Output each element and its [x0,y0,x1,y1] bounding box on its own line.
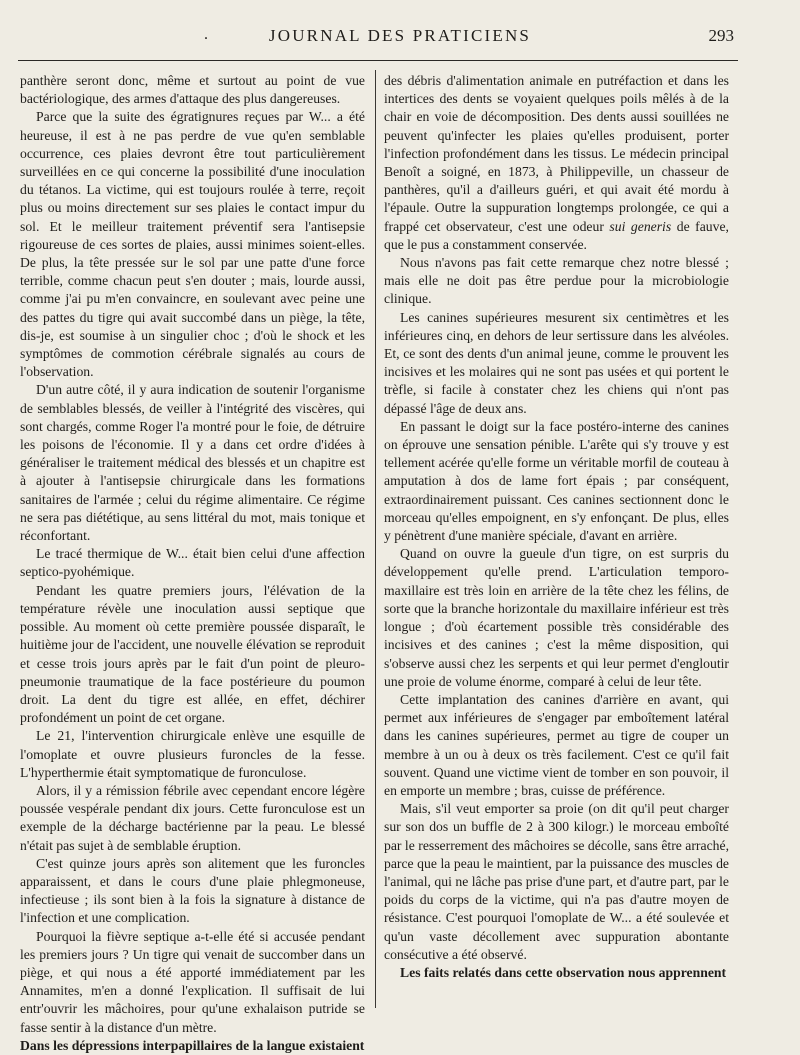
paragraph-last-line: Dans les dépressions interpapillaires de la langue existaient [20,1037,365,1053]
paragraph-last-line: Les faits relatés dans cette observation nous apprennent [400,964,727,980]
paragraph: Mais, s'il veut emporter sa proie (on dit qu'il peut charger sur son dos un buffle de 2 à 300 kilogr.) le morceau emboîté par le resserrement des mâchoires se décolle, sans être arraché, parce que la peau le maintient, par la puissance des muscles de l'animal, qui ne lâche pas prise d'une part, et d'autre part, par le poids du corps de la victime, qui n'a pas d'autre moyen de résistance. C'est pourquoi l'omoplate de W... a été soulevée et qu'un vaste décollement avec suppuration abontante consécutive a été observé. [384,801,729,962]
text-run: de fauve, que le pus a constamment conservée. [384,218,729,252]
journal-title: JOURNAL DES PRATICIENS [268,26,532,45]
paragraph: D'un autre côté, il y aura indication de soutenir l'organisme de semblables blessés, de veiller à l'intégrité des viscères, qui sont chargés, comme Roger l'a montré pour le foie, de détruire les poisons de l'économie. Il y a dans cet ordre d'idées à généraliser le traitement médical des blessés et un chapitre est à ajouter à l'antisepsie chirurgicale dans les formations sanitaires de l'armée ; celui du régime alimentaire. Ce régime ne sera pas diététique, au sens littéral du mot, mais tonique et réconfortant. [20,382,365,544]
paragraph: Alors, il y a rémission fébrile avec cependant encore légère poussée vespérale pendant dix jours. Cette furonculose est un exemple de la décharge bactérienne par la peau. Le blessé n'était pas sujet à de semblable éruption. [20,782,365,853]
paragraph: Nous n'avons pas fait cette remarque chez notre blessé ; mais elle ne doit pas être perdue pour la microbiologie clinique. [384,255,729,307]
paragraph: Parce que la suite des égratignures reçues par W... a été heureuse, il est à ne pas perdre de vue qu'en semblable occurrence, ces plaies devront être tout particulièrement surveillées en ce qui concerne la possibilité d'une inoculation du tétanos. La victime, qui est toujours roulée à terre, reçoit plus ou moins directement sur ses plaies le contact impur du sol. Et le meilleur traitement préventif sera l'antisepsie rigoureuse de ces sortes de plaies, aussi minimes soient-elles. De plus, la tête pressée sur le sol par une patte d'une force terrible, comme chacun peut s'en douter ; mais, lourde aussi, comme j'ai pu m'en convaincre, en soulevant avec peine une des pattes du tigre qui avait succombé dans un piège, la tête, dis-je, est soumise à un singulier choc ; d'où le shock et les symptômes de commotion cérébrale signalés au cours de l'observation. [20,109,365,380]
paragraph [384,72,729,254]
paragraph: C'est quinze jours après son alitement que les furoncles apparaissent, et dans le cours d'une plaie phlegmoneuse, infectieuse ; ils sont bien à la fois la signature à distance de l'infection et une complication. [20,855,365,926]
right-column [384,72,729,982]
page-number: 293 [708,26,734,45]
paragraph: Pourquoi la fièvre septique a-t-elle été si accusée pendant les premiers jours ? Un tigre qui venait de succomber dans un piège, et qui nous a été apporté immédiatement par les Annamites, m'en a donné l'explication. Il suffisait de lui entr'ouvrir les mâchoires, pour qu'une exhalaison putride se fasse sentir à la distance d'un mètre. [20,928,365,1035]
italic-term: sui generis [609,218,672,234]
paragraph: Pendant les quatre premiers jours, l'élévation de la température révèle une inoculation aussi septique que possible. Au moment où cette première poussée disparaît, le huitième jour de l'accident, une nouvelle élévation se reproduit et cesse trois jours après par le fait d'un point de pleuro-pneumonie traumatique de la face postérieure du poumon droit. La dent du tigre est allée, en effet, déchirer profondément un point de cet organe. [20,582,365,726]
paragraph: Les canines supérieures mesurent six centimètres et les inférieures cinq, en dehors de leur sertissure dans les alvéoles. Et, ce sont des dents d'un animal jeune, comme le prouvent les incisives et les molaires qui ne sont pas usées et qui portent le trèfle, si facile à constater chez les chiens qui n'ont pas dépassé l'âge de deux ans. [384,309,729,416]
paragraph: Le 21, l'intervention chirurgicale enlève une esquille de l'omoplate et ouvre plusieurs furoncles de la fesse. L'hyperthermie était symptomatique de furonculose. [20,728,365,780]
paragraph: Le tracé thermique de W... était bien celui d'une affection septico-pyohémique. [20,546,365,580]
paragraph: En passant le doigt sur la face postéro-interne des canines on éprouve une sensation pénible. L'arête qui s'y trouve y est tellement acérée qu'elle forme un véritable morfil de couteau à amputation à dos de lame fort épais ; par conséquent, extraordinairement puissant. Ces canines sectionnent donc le morceau qu'elles empoignent, en s'y enfonçant. De plus, elles y pénètrent d'une manière spéciale, d'avant en arrière. [384,418,729,544]
header-rule [18,60,738,61]
page-header [0,22,800,52]
left-column [20,72,365,1055]
text-run: des débris d'alimentation animale en putréfaction et dans les intertices des dents se voyaient quelques poils mêlés à de la chair en voie de décomposition. Des dents aussi souillées ne peuvent qu'infecter les plaies qu'elles produisent, porter l'infection profondément dans les tissus. Le médecin principal Benoît a soigné, en 1873, à Philippeville, un chasseur de panthères, qu'il a d'ailleurs guéri, et qui avait été mordu à l'épaule. Outre la suppuration longtemps prolongée, ce qui a frappé cet observateur, c'est une odeur [384,73,729,234]
column-divider [375,70,376,1008]
header-marker: . [204,26,208,43]
paragraph: Cette implantation des canines d'arrière en avant, qui permet aux inférieures de s'engager par emboîtement latéral dans les canines supérieures, permet au tigre de couper un membre à un ou à deux os très facilement. C'est ce qu'il fait souvent. Quand une victime vient de tomber en son pouvoir, il en emporte un membre ; bras, cuisse de préférence. [384,691,729,798]
paragraph: Quand on ouvre la gueule d'un tigre, on est surpris du développement qu'elle prend. L'articulation temporo-maxillaire est très loin en arrière de la tête chez les félins, de sorte que la branche horizontale du maxillaire inférieur est très longue ; d'où écartement possible très considérable des incisives et des canines ; c'est la même disposition, qui s'observe aussi chez les serpents et qui leur permet d'engloutir une proie de volume énorme, comparé à celui de leur tête. [384,546,729,689]
paragraph: panthère seront donc, même et surtout au point de vue bactériologique, des armes d'attaque des plus dangereuses. [20,73,365,107]
